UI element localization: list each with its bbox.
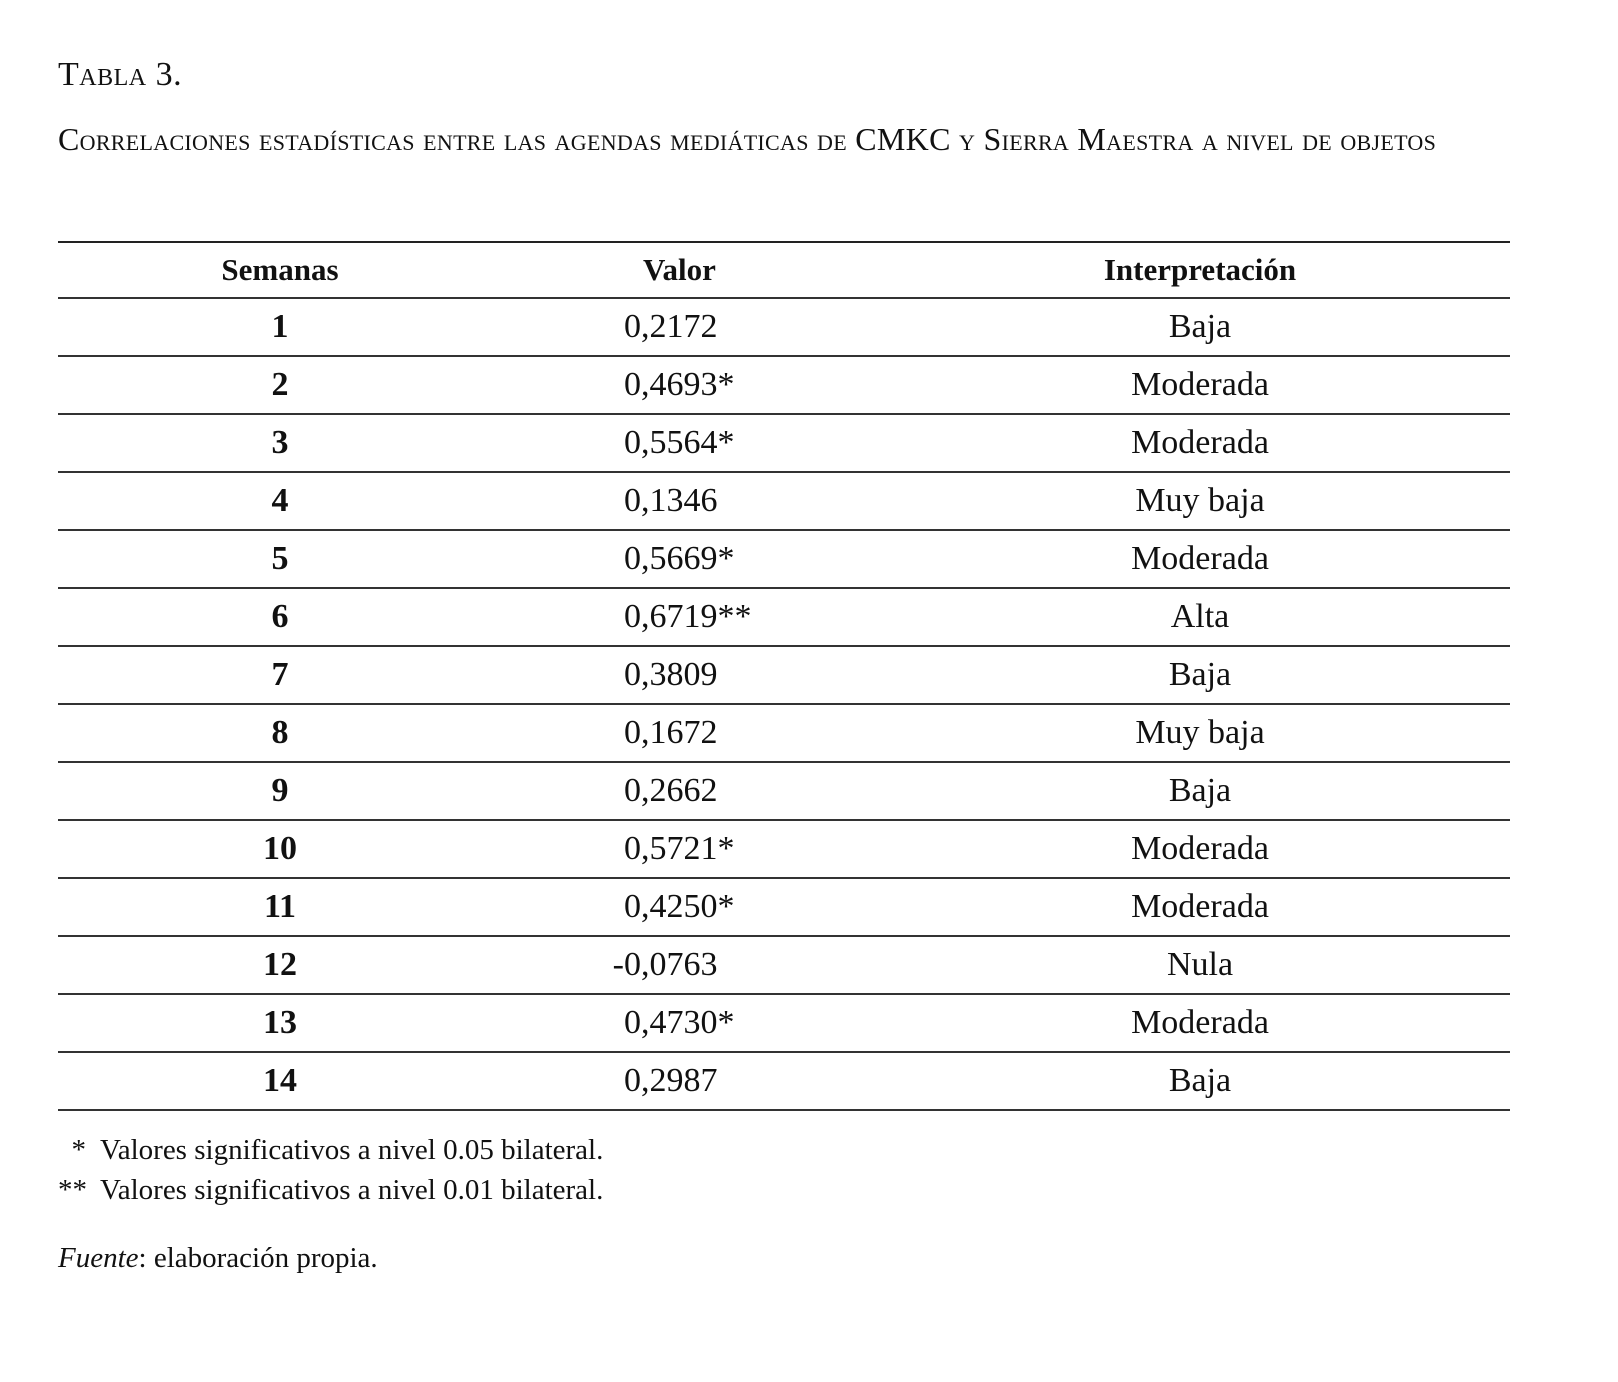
cell-semana: 4: [271, 482, 289, 519]
cell-valor: 0,3809: [624, 656, 718, 693]
table-row: [58, 299, 1510, 357]
table-body: [58, 299, 1510, 1111]
cell-semana: 9: [271, 772, 289, 809]
table-notes: [58, 1130, 603, 1210]
cell-semana: 13: [263, 1004, 297, 1041]
cell-valor: 0,1672: [624, 714, 718, 751]
header-valor: Valor: [643, 252, 716, 287]
table-row: [58, 879, 1510, 937]
table-row: [58, 589, 1510, 647]
note-significance-005: [58, 1130, 603, 1170]
note-text: Valores significativos a nivel 0.05 bilateral.: [100, 1134, 604, 1166]
cell-interpretacion: Moderada: [1131, 830, 1269, 867]
note-text: Valores significativos a nivel 0.01 bilateral.: [100, 1174, 604, 1206]
cell-interpretacion: Muy baja: [1135, 714, 1265, 751]
cell-semana: 7: [271, 656, 289, 693]
table-row: [58, 705, 1510, 763]
cell-valor: 0,1346: [624, 482, 718, 519]
cell-valor: 0,4250*: [624, 888, 735, 925]
note-significance-001: [58, 1170, 603, 1210]
cell-valor: [612, 937, 718, 993]
table-row: [58, 763, 1510, 821]
table-row: [58, 937, 1510, 995]
cell-interpretacion: Baja: [1168, 1062, 1232, 1099]
cell-interpretacion: Moderada: [1131, 1004, 1269, 1041]
cell-semana: 5: [271, 540, 289, 577]
cell-interpretacion: Moderada: [1131, 366, 1269, 403]
cell-semana: 11: [263, 888, 297, 925]
table-row: [58, 357, 1510, 415]
table-source: [58, 1242, 378, 1275]
cell-semana: 6: [271, 598, 289, 635]
cell-valor: 0,2987: [624, 1062, 718, 1099]
table-row: [58, 1053, 1510, 1111]
source-label: Fuente: [58, 1242, 139, 1274]
table-header-row: [58, 243, 1510, 299]
table-row: [58, 473, 1510, 531]
cell-interpretacion: Baja: [1168, 308, 1232, 345]
cell-semana: 3: [271, 424, 289, 461]
table-row: [58, 995, 1510, 1053]
cell-valor: 0,4730*: [624, 1004, 735, 1041]
cell-interpretacion: Moderada: [1131, 540, 1269, 577]
cell-semana: 10: [263, 830, 297, 867]
minus-sign: -: [612, 946, 624, 983]
table-row: [58, 415, 1510, 473]
source-text: : elaboración propia.: [138, 1242, 378, 1274]
cell-interpretacion: Moderada: [1131, 888, 1269, 925]
cell-interpretacion: Muy baja: [1135, 482, 1265, 519]
cell-interpretacion: Baja: [1168, 772, 1232, 809]
value-digits: 0,0763: [624, 946, 718, 983]
cell-interpretacion: Alta: [1170, 598, 1230, 635]
note-marker: **: [58, 1174, 87, 1206]
header-semanas: Semanas: [221, 252, 339, 287]
note-marker: *: [71, 1134, 86, 1166]
table-row: [58, 821, 1510, 879]
table-caption-label: Tabla 3.: [58, 56, 183, 93]
cell-valor: 0,2172: [624, 308, 718, 345]
cell-semana: 14: [263, 1062, 297, 1099]
cell-valor: 0,2662: [624, 772, 718, 809]
cell-semana: 12: [263, 946, 297, 983]
cell-interpretacion: Nula: [1166, 946, 1234, 983]
cell-interpretacion: Moderada: [1131, 424, 1269, 461]
table-caption-title: Correlaciones estadísticas entre las agendas mediáticas de CMKC y Sierra Maestra a nivel de objetos: [58, 121, 1437, 157]
cell-semana: 2: [271, 366, 289, 403]
cell-valor: 0,6719**: [624, 598, 752, 635]
table-row: [58, 531, 1510, 589]
header-interpretacion: Interpretación: [1103, 252, 1297, 287]
cell-valor: 0,5564*: [624, 424, 735, 461]
cell-semana: 1: [271, 308, 289, 345]
cell-valor: 0,5669*: [624, 540, 735, 577]
cell-interpretacion: Baja: [1168, 656, 1232, 693]
table-row: [58, 647, 1510, 705]
correlation-table: [58, 241, 1510, 1111]
cell-semana: 8: [271, 714, 289, 751]
cell-valor: 0,4693*: [624, 366, 735, 403]
cell-valor: 0,5721*: [624, 830, 735, 867]
